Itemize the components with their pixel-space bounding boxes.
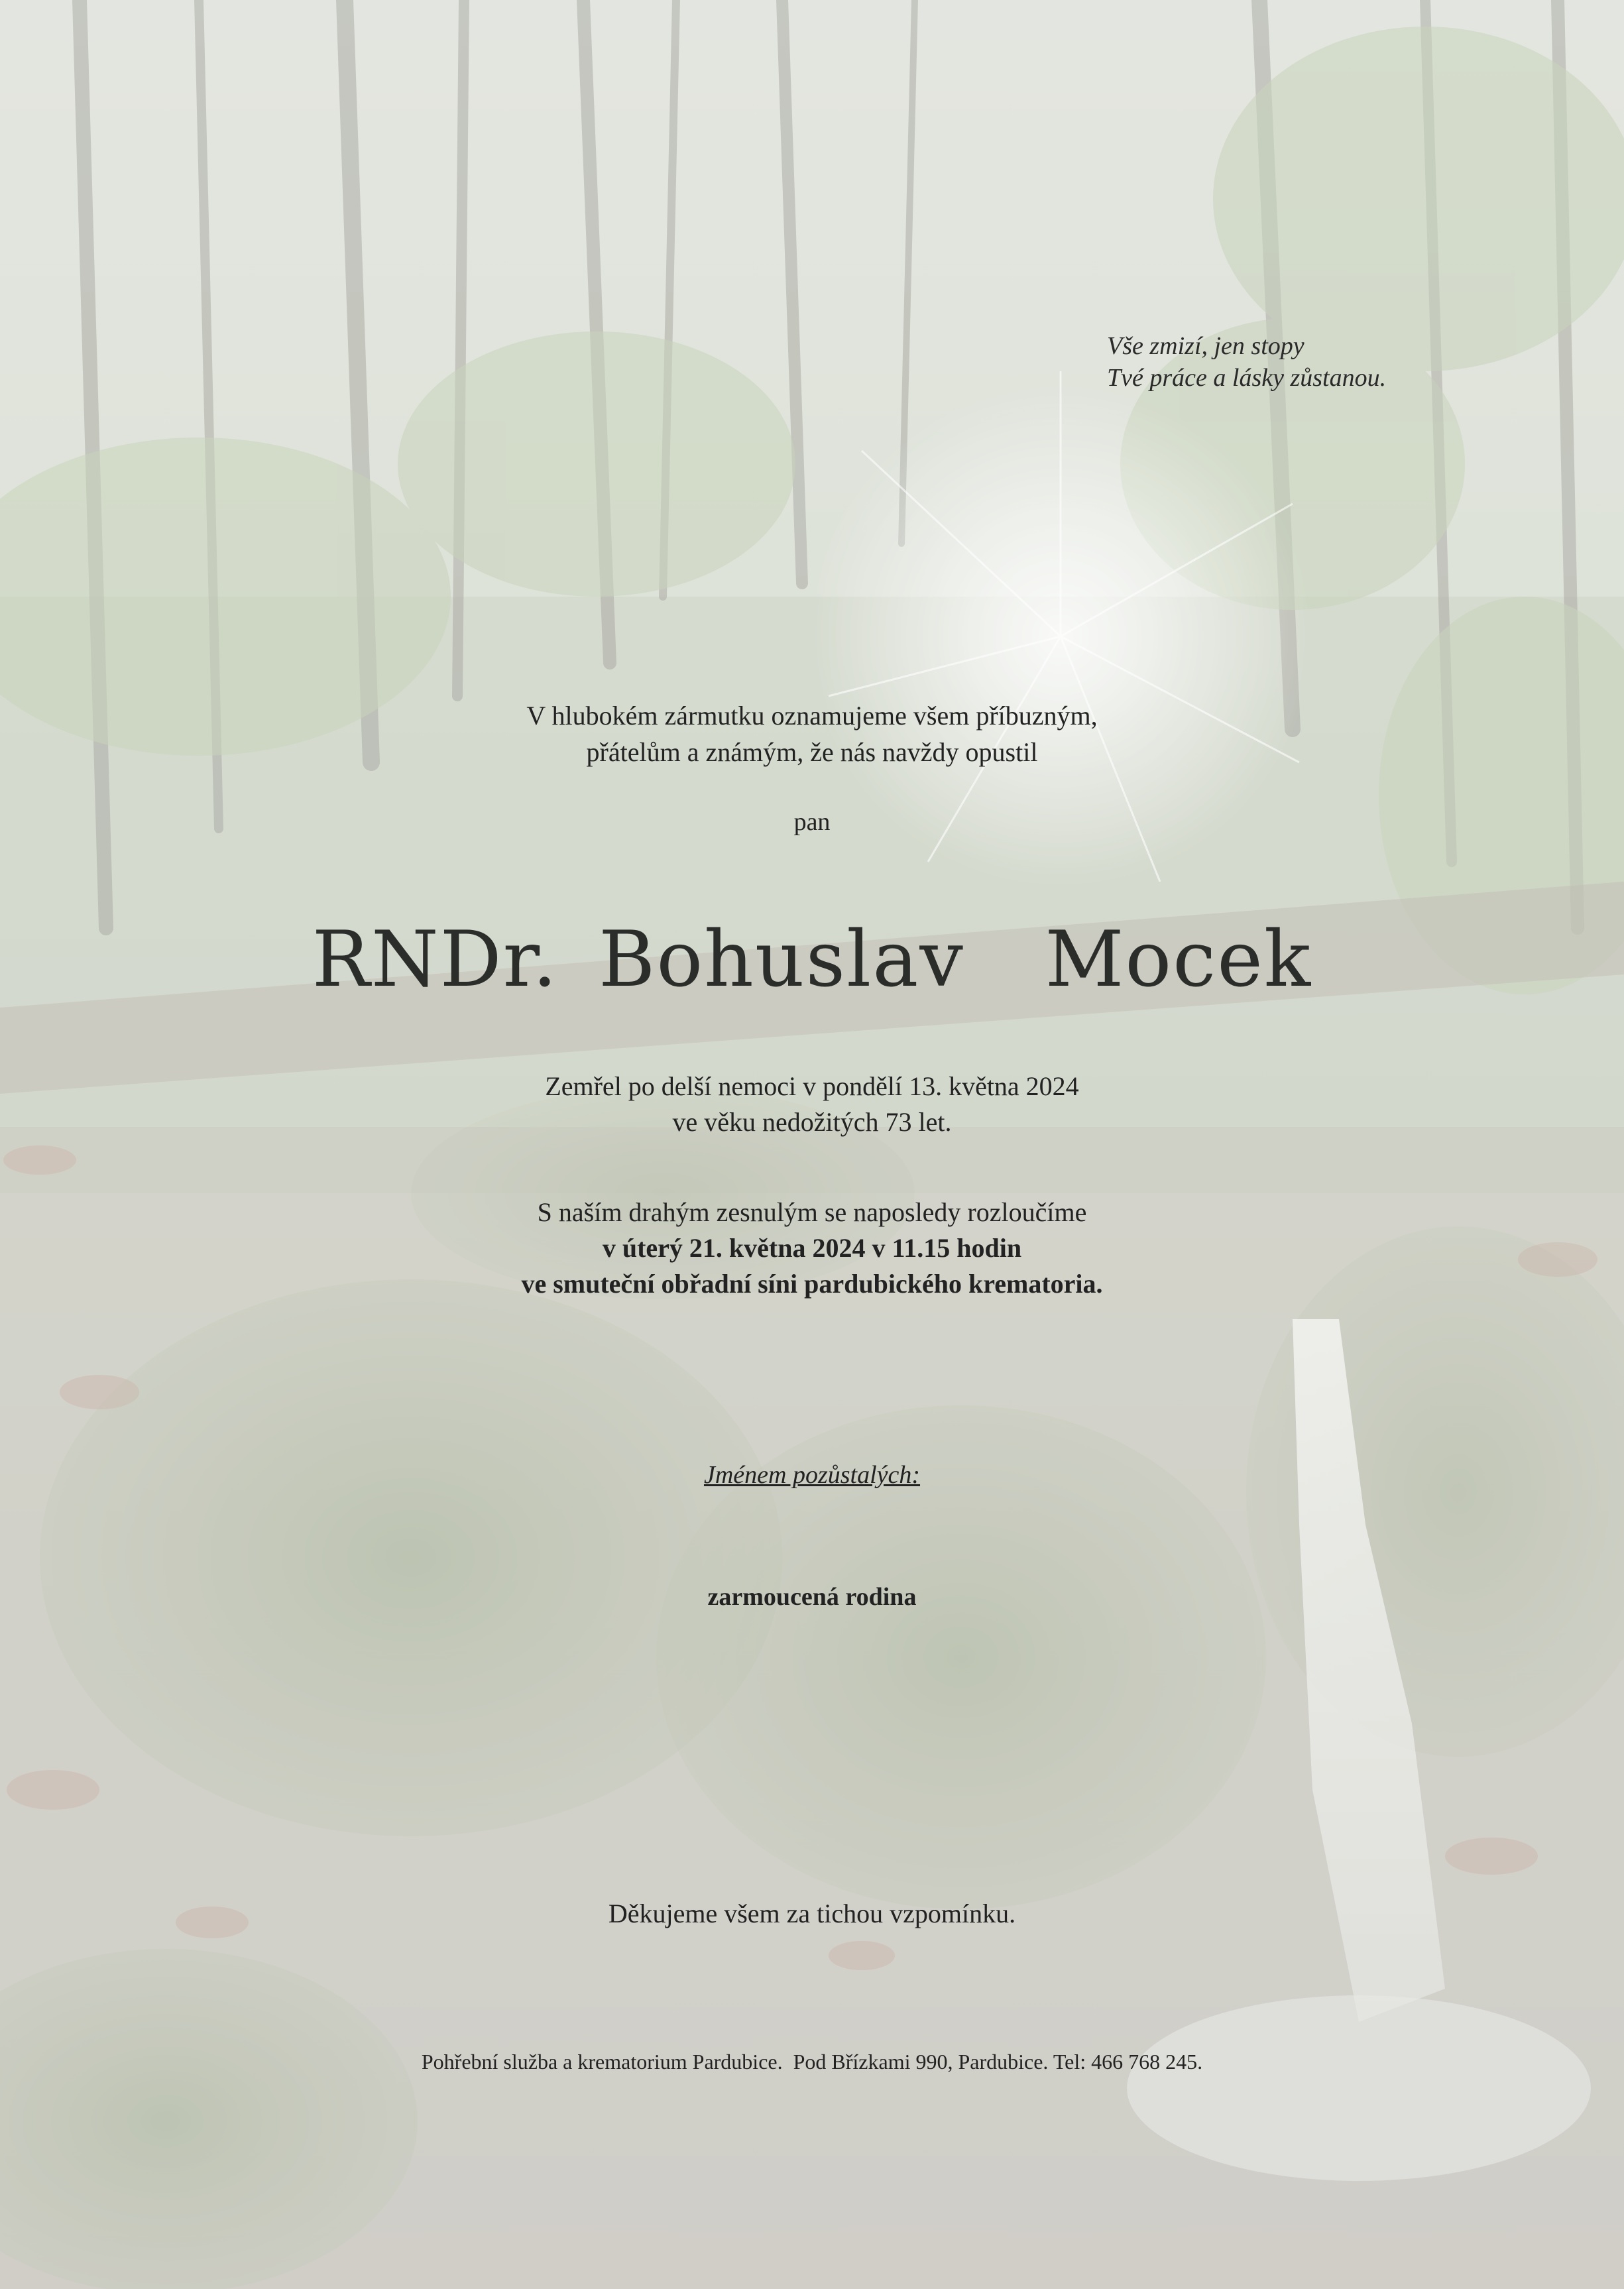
on-behalf-text: Jménem pozůstalých:	[703, 1461, 921, 1489]
farewell-ceremony	[0, 1195, 1624, 1302]
deceased-name: RNDr. Bohuslav Mocek	[312, 915, 1312, 1004]
motto-line-1: Vše zmizí, jen stopy	[1107, 332, 1305, 360]
farewell-line-1: S naším drahým zesnulým se naposledy rozloučíme	[537, 1197, 1087, 1227]
on-behalf-label	[0, 1458, 1624, 1492]
motto-line-2: Tvé práce a lásky zůstanou.	[1107, 364, 1387, 392]
farewell-date-time: v úterý 21. května 2024 v 11.15 hodin	[602, 1233, 1022, 1263]
funeral-service-footer: Pohřební služba a krematorium Pardubice. Pod Břízkami 990, Pardubice. Tel: 466 768 245.	[421, 2050, 1203, 2074]
death-line-1: Zemřel po delší nemoci v pondělí 13. května 2024	[545, 1071, 1079, 1101]
intro-line-2: přátelům a známým, že nás navždy opustil	[586, 737, 1038, 767]
announcement-intro	[0, 697, 1624, 770]
motto-quote	[1107, 330, 1386, 394]
thanks-message: Děkujeme všem za tichou vzpomínku.	[608, 1899, 1016, 1928]
death-line-2: ve věku nedožitých 73 let.	[672, 1107, 952, 1137]
farewell-location: ve smuteční obřadní síni pardubického krematoria.	[521, 1269, 1103, 1299]
salutation: pan	[793, 808, 831, 836]
intro-line-1: V hlubokém zármutku oznamujeme všem příbuzným,	[526, 701, 1098, 731]
death-details	[0, 1069, 1624, 1140]
bereaved-family: zarmoucená rodina	[707, 1583, 917, 1611]
